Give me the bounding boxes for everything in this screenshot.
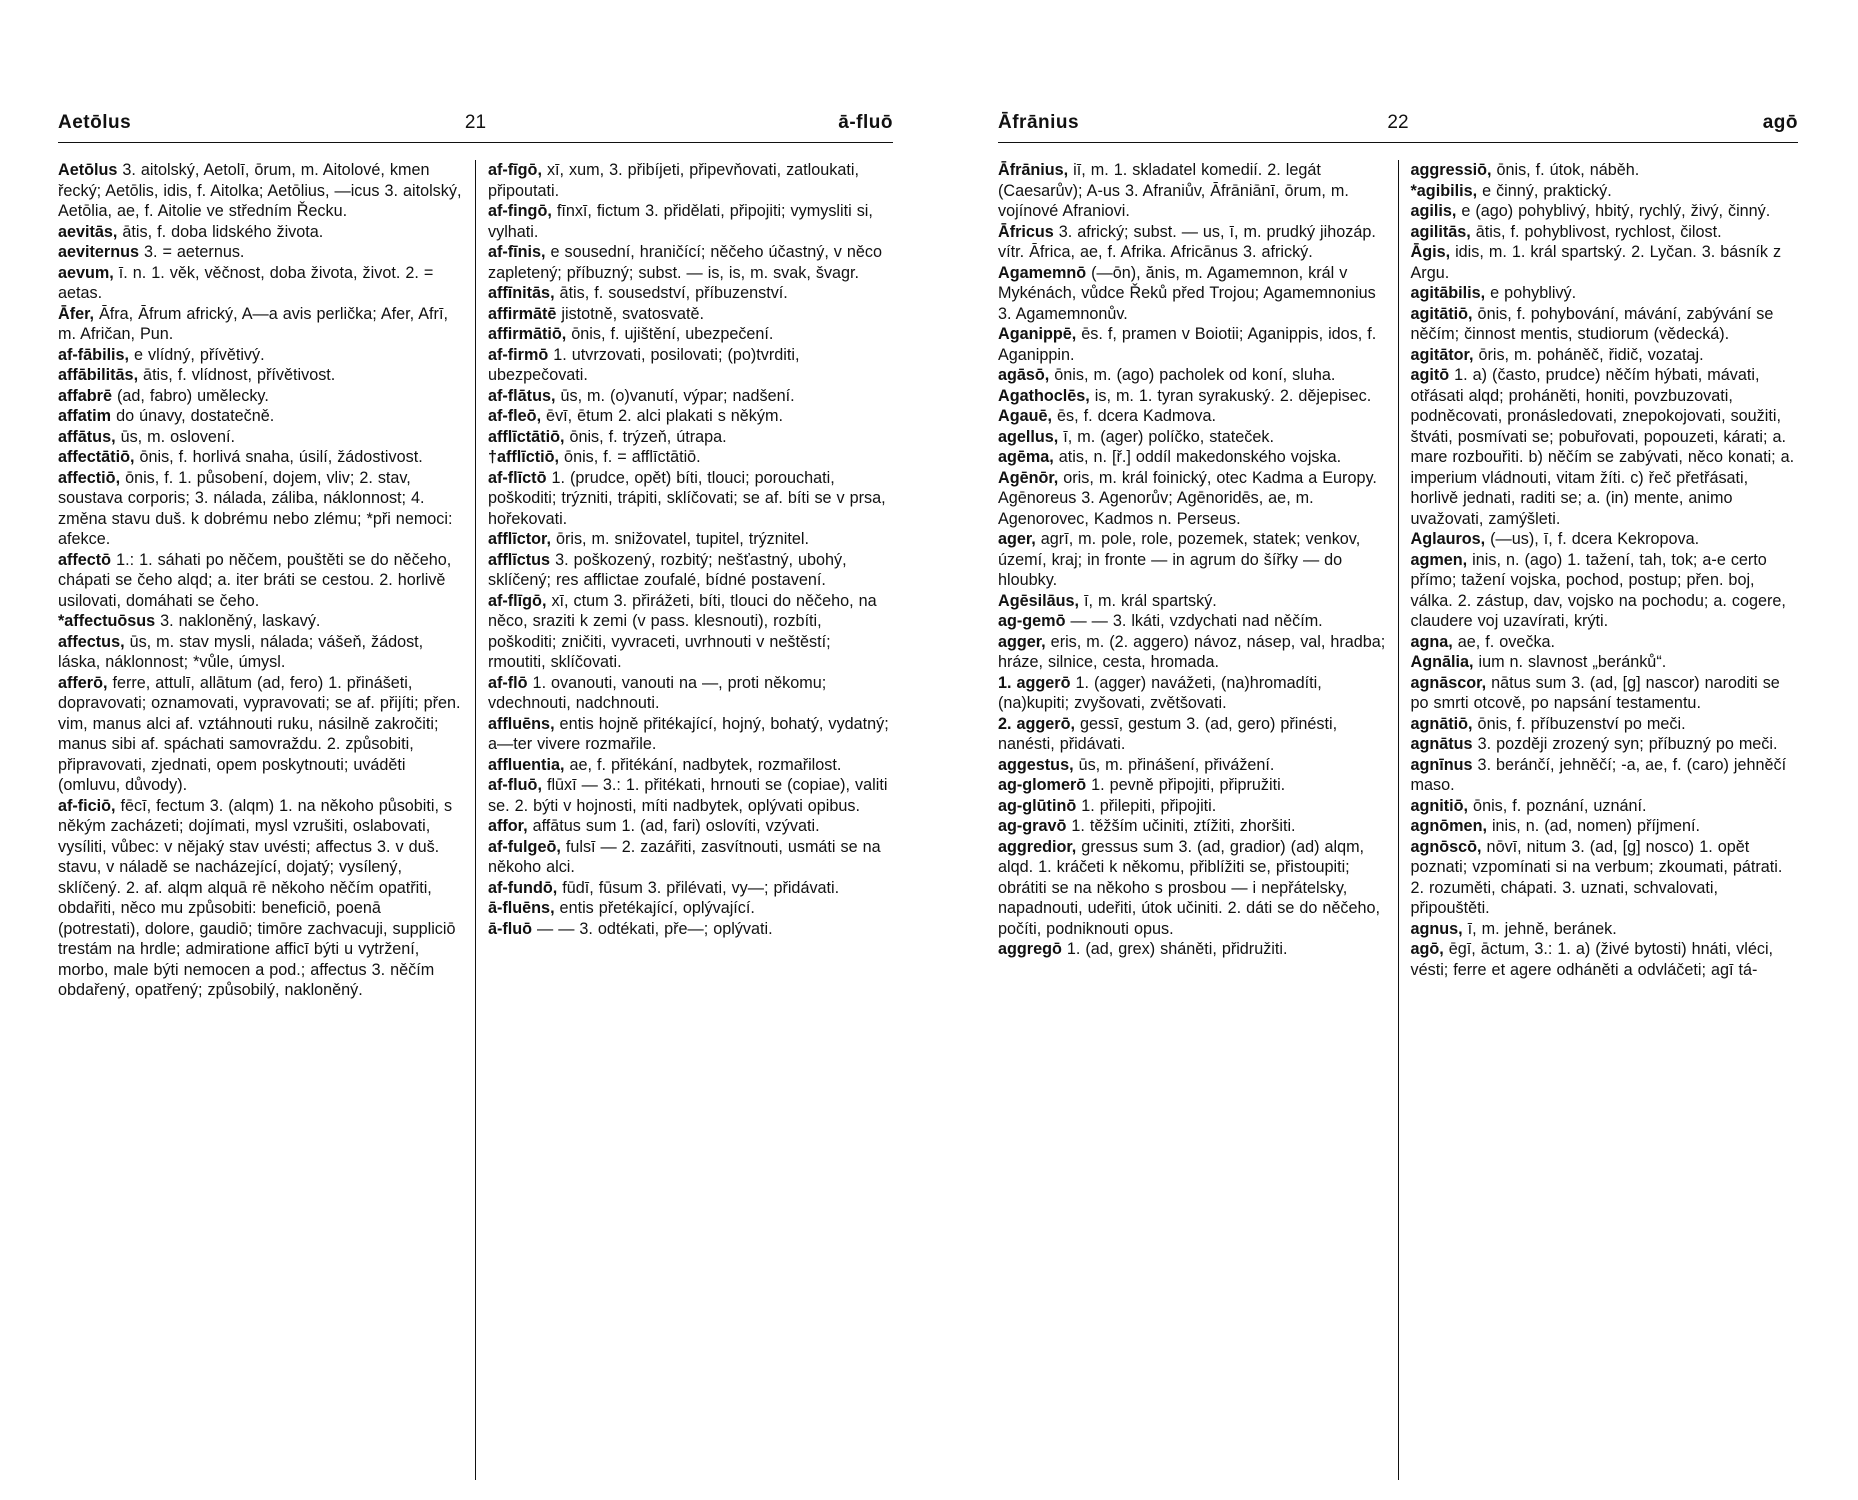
dictionary-entry [488,898,893,919]
entry-definition: 1. pevně připojiti, připružiti. [1086,776,1286,794]
entry-headword: affectus, [58,632,125,651]
dictionary-entry [998,673,1386,714]
dictionary-entry [58,632,463,673]
dictionary-entry [1411,529,1799,550]
entry-headword: Aganippē, [998,325,1077,343]
entry-definition: (—us), ī, f. dcera Kekropova. [1485,530,1700,548]
entry-definition: e sousední, hraničící; něčeho účastný, v něco zapletený; příbuzný; subst. — is, is, m. svak, švagr. [488,243,883,282]
entry-definition: e činný, praktický. [1477,181,1612,200]
entry-headword: Aetōlus [58,161,118,179]
entry-headword: agilis, [1410,202,1457,220]
dictionary-entry [998,591,1386,612]
entry-headword: 1. aggerō [998,673,1071,692]
entry-headword: affātus, [58,427,116,446]
entry-headword: ag-gemō [998,612,1066,630]
entry-definition: ī. n. 1. věk, věčnost, doba života, život. 2. = aetas. [58,263,434,302]
entry-headword: agnōmen, [1410,817,1487,835]
running-head [998,112,1798,142]
dictionary-entry [998,775,1386,796]
entry-headword: af-fleō, [488,407,542,425]
dictionary-entry [998,939,1386,960]
entry-definition: ōnis, f. 1. působení, dojem, vliv; 2. stav, soustava corporis; 3. nálada, záliba, náklonnost; 4. změna stavu duš. k dobrému nebo zlému; *při nemoci: afekce. [58,468,453,548]
entry-headword: agnāscor, [1410,673,1487,692]
entry-headword: ā-fluō [488,919,533,938]
entry-headword: afflīctātiō, [488,427,565,446]
entry-headword: †afflīctiō, [488,448,560,466]
entry-definition: is, m. 1. tyran syrakuský. 2. dějepisec. [1089,386,1372,405]
entry-definition: 3. aitolský, Aetolī, ōrum, m. Aitolové, kmen řecký; Aetōlis, idis, f. Aitolka; Aetōlius, —icus 3. aitolský, Aetōlia, ae, f. Aitolie ve středním Řecku. [58,161,462,220]
dictionary-entry [998,796,1386,817]
dictionary-entry [58,427,463,448]
entry-definition: ōris, m. snižovatel, tupitel, trýznitel. [550,530,809,548]
entry-headword: afflīctor, [488,530,551,548]
entry-definition: affātus sum 1. (ad, fari) oslovíti, vzývati. [527,817,820,835]
entry-headword: affectiō, [58,468,121,487]
entry-definition: jistotně, svatosvatě. [556,304,705,323]
entry-definition: (—ōn), ănis, m. Agamemnon, král v Mykénách, vůdce Řeků před Trojou; Agamemnonius 3. Agamemnonův. [998,263,1376,323]
dictionary-entry [1411,550,1799,632]
entry-definition: fūdī, fūsum 3. přilévati, vy—; přidávati. [557,878,840,897]
entry-headword: affor, [488,817,528,835]
entry-definition: oris, m. král foinický, otec Kadma a Europy. Agēnoreus 3. Agenorův; Agēnoridēs, ae, m. Agenorovec, Kadmos n. Perseus. [998,468,1377,528]
dictionary-entry [58,263,463,304]
dictionary-entry [488,550,893,591]
entry-headword: af-firmō [488,345,549,364]
dictionary-entry [488,324,893,345]
entry-definition: ātis, f. doba lidského života. [117,222,324,241]
entry-definition: e (ago) pohyblivý, hbitý, rychlý, živý, činný. [1456,202,1771,220]
entry-definition: ēs. f, pramen v Boiotii; Aganippis, idos, f. Aganippin. [998,325,1377,364]
dictionary-entry [998,468,1386,530]
dictionary-entry [1411,796,1799,817]
dictionary-entry [1411,181,1799,202]
column-left [58,160,475,1480]
entry-headword: affatim [58,407,112,425]
entry-headword: agilitās, [1410,222,1471,241]
entry-definition: ī, m. král spartský. [1078,591,1217,610]
entry-definition: xī, xum, 3. přibíjeti, připevňovati, zatloukati, připoutati. [488,161,859,200]
dictionary-entry [1411,673,1799,714]
entry-definition: ōnis, f. = afflīctātiō. [559,448,701,466]
dictionary-entry [488,816,893,837]
entry-headword: agnus, [1410,919,1463,938]
entry-headword: aggredior, [998,837,1077,856]
dictionary-entry [488,529,893,550]
dictionary-entry [58,222,463,243]
entry-definition: 1. těžším učiniti, ztížiti, zhoršiti. [1066,817,1296,835]
dictionary-entry [998,816,1386,837]
entry-headword: agēma, [998,448,1054,466]
columns [998,160,1798,1480]
entry-definition: nātus sum 3. (ad, [g] nascor) naroditi se po smrti otcově, po napsání testamentu. [1410,673,1780,712]
entry-definition: 3. nakloněný, laskavý. [155,612,321,630]
column-right [1398,160,1799,1480]
dictionary-entry [488,447,893,468]
dictionary-entry [488,837,893,878]
page-number: 22 [1387,112,1409,133]
dictionary-entry [58,345,463,366]
dictionary-entry [998,447,1386,468]
entry-headword: agnitiō, [1410,796,1469,815]
dictionary-entry [488,345,893,386]
entry-headword: affirmātiō, [488,325,567,343]
entry-headword: affirmātē [488,304,557,323]
dictionary-entry [58,304,463,345]
dictionary-entry [998,755,1386,776]
dictionary-entry [1411,222,1799,243]
dictionary-entry [998,222,1386,263]
entry-headword: agnīnus [1410,755,1473,774]
entry-definition: e pohyblivý. [1485,284,1577,302]
entry-headword: aggestus, [998,755,1074,774]
entry-definition: eris, m. (2. aggero) návoz, násep, val, hradba; hráze, silnice, cesta, hromada. [998,632,1386,671]
entry-headword: agō, [1410,940,1444,958]
entry-headword: af-flātus, [488,386,556,405]
entry-definition: inis, n. (ad, nomen) příjmení. [1486,817,1700,835]
entry-definition: fēcī, fectum 3. (alqm) 1. na někoho působiti, s někým zacházeti; dojímati, mysl vzrušiti, oslabovati, vysíliti, vůbec: v nějaký stav uvésti; affectus 3. v duš. stavu, v náladě se nacházející, dojatý; vysílený, sklíčený. 2. af. alqm alquā rē někoho něčím opatřiti, obdařiti, něco mu způsobiti: beneficiō, poenā (potrestati), dolore, gaudiō; timōre zachvacuji, suppliciō trestám na hrdle; admiratione afficī býti u vytržení, morbo, male býti nemocen a pod.; affectus 3. něčím obdařený, opatřený; způsobilý, nakloněný. [58,796,456,999]
entry-definition: ōnis, f. ujištění, ubezpečení. [566,325,774,343]
entry-headword: af-ficiō, [58,796,116,815]
head-word-left: Āfrānius [998,112,1080,133]
dictionary-entry [1411,365,1799,529]
entry-headword: aevitās, [58,222,118,241]
entry-definition: ātis, f. pohyblivost, rychlost, čilost. [1470,222,1722,241]
entry-definition: flūxī — 3.: 1. přitékati, hrnouti se (copiae), valiti se. 2. býti v hojnosti, míti nadbytek, oplývati opibus. [488,776,888,815]
entry-headword: agger, [998,632,1046,651]
entry-headword: agāsō, [998,366,1050,384]
entry-headword: Agathoclēs, [998,386,1090,405]
entry-definition: e vlídný, přívětivý. [129,345,265,364]
entry-definition: ēgī, āctum, 3.: 1. a) (živé bytosti) hnáti, vléci, vésti; ferre et agere odháněti a odvláčeti; agī tá- [1410,940,1774,979]
dictionary-entry [998,160,1386,222]
dictionary-entry [1411,734,1799,755]
dictionary-entry [1411,160,1799,181]
dictionary-entry [1411,304,1799,345]
entry-headword: afferō, [58,673,108,692]
entry-definition: iī, m. 1. skladatel komedií. 2. legát (Caesarův); A-us 3. Afraniův, Āfrāniānī, ōrum, m. vojínové Afraniovi. [998,161,1349,220]
entry-definition: ium n. slavnost „beránků“. [1473,653,1667,671]
entry-definition: ōnis, f. příbuzenství po meči. [1472,714,1686,733]
dictionary-entry [58,365,463,386]
dictionary-entry [58,406,463,427]
entry-definition: ēs, f. dcera Kadmova. [1051,407,1216,425]
entry-definition: 1. přilepiti, připojiti. [1076,796,1217,815]
entry-headword: agitābilis, [1410,284,1486,302]
dictionary-entry [58,447,463,468]
dictionary-entry [488,406,893,427]
dictionary-entry [1411,919,1799,940]
right-page [998,0,1798,1500]
entry-definition: 1. a) (často, prudce) něčím hýbati, mávati, otřásati alqd; proháněti, honiti, povzbuzovati, podněcovati, pronásledovati, znepokojovati, soužiti, štváti, posmívati se; pobuřovati, popouzeti, kárati; a. mare rozbouřiti. b) něčím se zabývati, něco konati; a. imperium vládnouti, vitam žíti. c) řeč přetřásati, horlivě jednati, raditi se; a. (in) mente, animo uvažovati, zamýšleti. [1410,366,1795,528]
dictionary-entry [1411,714,1799,735]
entry-definition: ūs, m. stav mysli, nálada; vášeň, žádost, láska, náklonnost; *vůle, úmysl. [58,632,424,671]
entry-headword: ā-fluēns, [488,899,555,917]
entry-definition: 3. = aeternus. [138,243,245,261]
entry-headword: agitō [1410,366,1450,384]
dictionary-entry [998,263,1386,325]
dictionary-entry [58,796,463,1001]
head-rule [58,142,893,143]
entry-definition: ātis, f. vlídnost, přívětivost. [138,366,336,384]
dictionary-entry [58,550,463,612]
entry-headword: agitātiō, [1410,304,1473,323]
dictionary-entry [488,591,893,673]
dictionary-entry [1411,242,1799,283]
dictionary-entry [998,611,1386,632]
entry-headword: affabrē [58,386,112,405]
dictionary-entry [58,242,463,263]
entry-headword: Agēnōr, [998,468,1059,487]
dictionary-entry [998,324,1386,365]
dictionary-entry [488,755,893,776]
entry-headword: af-fīnis, [488,243,546,261]
entry-definition: ōris, m. poháněč, řidič, vozataj. [1473,345,1704,364]
dictionary-entry [488,160,893,201]
entry-headword: Agamemnō [998,263,1087,282]
page-number: 21 [464,112,487,133]
entry-headword: af-fulgeō, [488,837,561,856]
entry-definition: 1. utvrzovati, posilovati; (po)tvrditi, ubezpečovati. [488,345,800,384]
running-head [58,112,893,142]
entry-definition: ae, f. ovečka. [1452,632,1556,651]
entry-definition: — — 3. odtékati, pře—; oplývati. [532,919,773,938]
head-rule [998,142,1798,143]
dictionary-entry [1411,201,1799,222]
dictionary-entry [58,160,463,222]
dictionary-entry [488,242,893,283]
head-word-right: agō [1762,112,1798,133]
dictionary-entry [488,673,893,714]
dictionary-entry [58,386,463,407]
entry-headword: affābilitās, [58,366,139,384]
entry-headword: agellus, [998,427,1059,446]
entry-definition: ferre, attulī, allātum (ad, fero) 1. přinášeti, dopravovati; oznamovati, vypravovati; se af. přijíti; přen. vim, manus alci af. vztáhnouti ruku, násilně zakročiti; manus sibi af. spáchati samovraždu. 2. způsobiti, připravovati, zjednati, opem poskytnouti; uváděti (omluvu, důvody). [58,673,461,794]
entry-definition: ūs, m. přinášení, přivážení. [1073,755,1275,774]
entry-definition: ōnis, f. poznání, uznání. [1468,796,1647,815]
entry-headword: agnātiō, [1410,714,1473,733]
entry-headword: af-flīgō, [488,591,547,610]
entry-headword: Agauē, [998,407,1052,425]
dictionary-entry [998,406,1386,427]
columns [58,160,893,1480]
entry-definition: do únavy, dostatečně. [111,407,275,425]
dictionary-entry [1411,755,1799,796]
entry-definition: ātis, f. sousedství, příbuzenství. [554,284,788,302]
dictionary-entry [488,201,893,242]
dictionary-entry [1411,816,1799,837]
entry-definition: fīnxī, fictum 3. přidělati, připojiti; vymysliti si, vylhati. [488,202,873,241]
entry-headword: aggressiō, [1410,161,1492,179]
entry-definition: xī, ctum 3. přirážeti, bíti, tlouci do něčeho, na něco, sraziti k zemi (v pass. klesnouti), rozbíti, poškoditi; zničiti, vyvraceti, uvrhnouti v neštěstí; rmoutiti, sklíčovati. [488,591,877,671]
dictionary-entry [998,365,1386,386]
entry-headword: Āgis, [1410,243,1451,261]
dictionary-entry [1411,652,1799,673]
entry-headword: aeviternus [58,243,139,261]
entry-headword: Āfricus [998,222,1054,241]
entry-definition: idis, m. 1. král spartský. 2. Lyčan. 3. básník z Argu. [1410,243,1782,282]
dictionary-entry [488,283,893,304]
entry-headword: aggregō [998,940,1062,958]
entry-definition: ūs, m. (o)vanutí, výpar; nadšení. [555,386,795,405]
entry-definition: agrī, m. pole, role, pozemek, statek; venkov, území, kraj; in fronte — in agrum do šířky — do hloubky. [998,530,1361,589]
dictionary-entry [488,919,893,940]
entry-definition: ōnis, m. (ago) pacholek od koní, sluha. [1049,366,1336,384]
entry-definition: ūs, m. oslovení. [115,427,235,446]
entry-headword: af-fīgō, [488,161,542,179]
entry-headword: affluēns, [488,714,555,733]
entry-definition: atis, n. [ř.] oddíl makedonského vojska. [1053,448,1342,466]
entry-definition: gressus sum 3. (ad, gradior) (ad) alqm, alqd. 1. kráčeti k někomu, přiblížiti se, přistoupiti; obrátiti se na někoho s prosbou — i nepřátelsky, napadnouti, udeřiti, útok učiniti. 2. dáti se do něčeho, počíti, podniknouti opus. [998,837,1380,938]
entry-definition: 1. (ad, grex) sháněti, přidružiti. [1061,940,1288,958]
entry-headword: ag-glūtinō [998,796,1077,815]
dictionary-entry [488,775,893,816]
dictionary-entry [998,386,1386,407]
entry-headword: aevum, [58,263,114,282]
entry-definition: 3. později zrozený syn; příbuzný po meči. [1472,735,1778,753]
dictionary-entry [998,837,1386,940]
entry-definition: (ad, fabro) umělecky. [111,386,269,405]
entry-definition: entis hojně přitékající, hojný, bohatý, vydatný; a—ter vivere rozmařile. [488,714,889,753]
entry-headword: Āfrānius, [998,161,1069,179]
entry-headword: Āfer, [58,304,94,323]
entry-headword: affīnitās, [488,284,555,302]
entry-definition: ēvī, ētum 2. alci plakati s někým. [541,407,783,425]
entry-headword: ag-glomerō [998,776,1087,794]
entry-headword: ag-gravō [998,817,1067,835]
dictionary-entry [58,611,463,632]
entry-definition: 3. poškozený, rozbitý; nešťastný, ubohý, sklíčený; res afflictae zoufalé, bídné postavení. [488,550,847,589]
entry-headword: Aglauros, [1410,530,1486,548]
head-word-right: ā-fluō [838,112,893,133]
entry-headword: affluentia, [488,755,565,774]
entry-definition: ōnis, f. horlivá snaha, úsilí, žádostivost. [134,448,423,466]
entry-definition: inis, n. (ago) 1. tažení, tah, tok; a-e certo přímo; tažení vojska, pochod, postup; přen. boj, válka. 2. zástup, dav, vojsko na pochodu; a. cogere, claudere voj uzavírati, krýti. [1410,550,1786,630]
entry-definition: fulsī — 2. zazářiti, zasvítnouti, usmáti se na někoho alci. [488,837,881,876]
dictionary-entry [488,878,893,899]
entry-headword: affectātiō, [58,448,135,466]
entry-headword: af-fingō, [488,202,552,220]
dictionary-entry [488,468,893,530]
dictionary-entry [488,714,893,755]
entry-definition: nōvī, nitum 3. (ad, [g] nosco) 1. opět poznati; vzpomínati si na verbum; zkoumati, pátrati. 2. rozuměti, chápati. 3. uznati, schvalovati, připouštěti. [1410,837,1783,917]
entry-headword: Agēsilāus, [998,591,1079,610]
entry-definition: — — 3. lkáti, vzdychati nad něčím. [1065,612,1323,630]
dictionary-entry [1411,283,1799,304]
entry-headword: 2. aggerō, [998,714,1075,733]
entry-definition: 1. ovanouti, vanouti na —, proti někomu; vdechnouti, nadchnouti. [488,673,827,712]
head-word-left: Aetōlus [58,112,132,133]
entry-headword: agnōscō, [1410,837,1482,856]
entry-headword: af-flō [488,673,528,692]
dictionary-entry [998,714,1386,755]
dictionary-entry [998,427,1386,448]
dictionary-entry [998,529,1386,591]
entry-headword: agna, [1410,632,1453,651]
entry-headword: affectō [58,550,112,569]
dictionary-entry [1411,939,1799,980]
entry-headword: afflīctus [488,550,551,569]
entry-headword: agnātus [1410,735,1473,753]
entry-definition: 1. (prudce, opět) bíti, tlouci; porouchati, poškoditi; trýzniti, trápiti, sklíčovati; se af. bíti se v prsa, hořekovati. [488,468,886,528]
dictionary-entry [488,304,893,325]
entry-definition: ōnis, f. trýzeň, útrapa. [564,427,727,446]
dictionary-entry [58,673,463,796]
entry-headword: *agibilis, [1410,181,1478,200]
entry-headword: Agnālia, [1410,653,1474,671]
entry-definition: ī, m. jehně, beránek. [1462,919,1617,938]
column-left [998,160,1398,1480]
entry-definition: ōnis, f. útok, náběh. [1491,161,1640,179]
entry-definition: 1. (agger) navážeti, (na)hromadíti, (na)kupiti; zvyšovati, zvětšovati. [998,673,1322,712]
entry-definition: Āfra, Āfrum africký, A—a avis perlička; Afer, Afrī, m. Afričan, Pun. [58,304,448,343]
entry-headword: af-fluō, [488,776,542,794]
entry-definition: entis přetékající, oplývající. [554,899,755,917]
entry-headword: agitātor, [1410,345,1474,364]
dictionary-entry [1411,345,1799,366]
entry-definition: ōnis, f. pohybování, mávání, zabývání se něčím; činnost mentis, studiorum (vědecká). [1410,304,1774,343]
entry-definition: gessī, gestum 3. (ad, gero) přinésti, nanésti, přidávati. [998,714,1338,753]
entry-headword: ager, [998,530,1036,548]
dictionary-entry [1411,837,1799,919]
entry-headword: af-flīctō [488,468,547,487]
entry-definition: ae, f. přitékání, nadbytek, rozmařilost. [564,755,842,774]
entry-definition: 3. beránčí, jehněčí; -a, ae, f. (caro) jehněčí maso. [1410,755,1787,794]
dictionary-entry [998,632,1386,673]
dictionary-entry [58,468,463,550]
entry-definition: ī, m. (ager) políčko, stateček. [1058,427,1274,446]
dictionary-entry [488,427,893,448]
column-right [475,160,893,1480]
left-page [58,0,893,1500]
entry-headword: af-fundō, [488,878,558,897]
entry-definition: 3. africký; subst. — us, ī, m. prudký jihozáp. vítr. Āfrica, ae, f. Afrika. Africānus 3. africký. [998,222,1376,261]
entry-definition: 1.: 1. sáhati po něčem, pouštěti se do něčeho, chápati se čeho alqd; a. iter bráti se cestou. 2. horlivě usilovati, domáhati se čeho. [58,550,452,610]
dictionary-entry [488,386,893,407]
entry-headword: agmen, [1410,550,1468,569]
dictionary-entry [1411,632,1799,653]
entry-headword: *affectuōsus [58,612,156,630]
entry-headword: af-fābilis, [58,345,130,364]
